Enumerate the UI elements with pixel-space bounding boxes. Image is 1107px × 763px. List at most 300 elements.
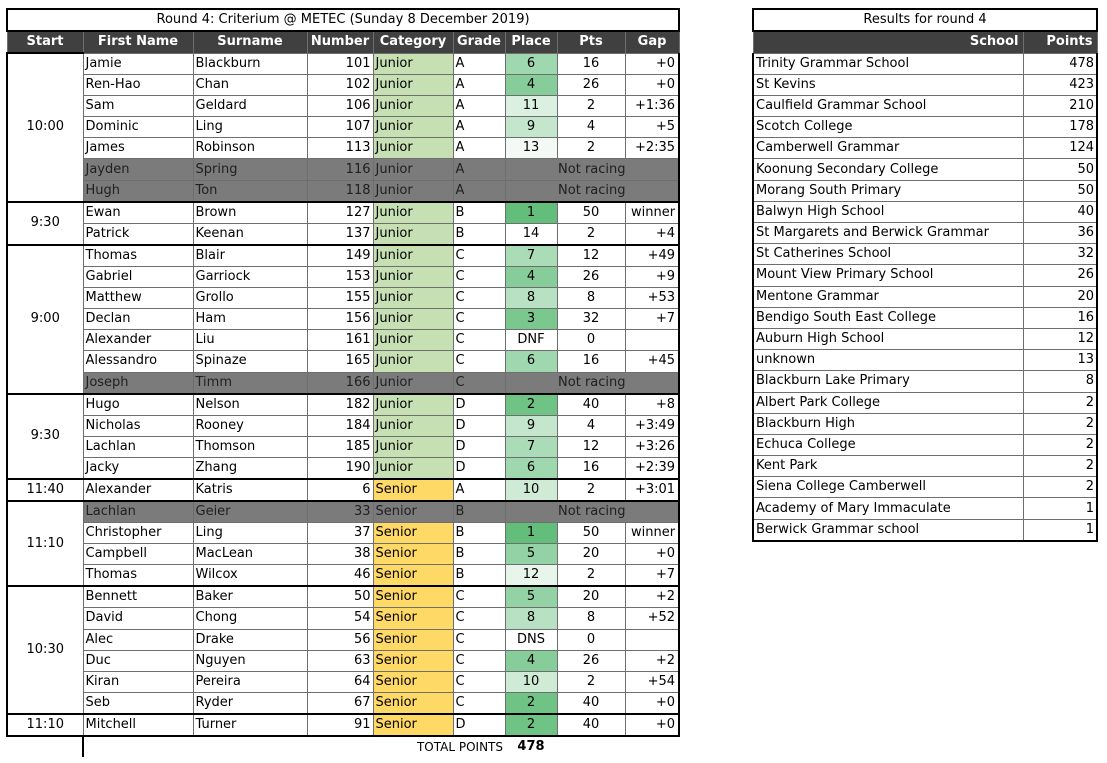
rider-row — [7, 351, 679, 372]
gap: winner — [625, 522, 679, 543]
rider-row — [7, 372, 679, 394]
surname: Ham — [193, 309, 307, 330]
grade: C — [453, 372, 505, 394]
rider-row — [7, 245, 679, 267]
place: 9 — [505, 117, 557, 138]
points: 50 — [557, 522, 625, 543]
school-row — [753, 138, 1097, 159]
gap — [625, 629, 679, 650]
col-category: Category — [373, 31, 453, 53]
school-row — [753, 53, 1097, 74]
col-grade: Grade — [453, 31, 505, 53]
gap: +45 — [625, 351, 679, 372]
rider-number: 118 — [307, 180, 373, 202]
first-name: Lachlan — [83, 501, 193, 523]
race-body — [7, 53, 679, 736]
school-points: 36 — [1023, 223, 1097, 244]
grade: A — [453, 74, 505, 95]
category-badge: Junior — [373, 330, 453, 351]
surname: Blackburn — [193, 53, 307, 74]
grade: A — [453, 117, 505, 138]
category-badge: Junior — [373, 415, 453, 436]
school-name: Balwyn High School — [753, 201, 1023, 222]
school-name: Berwick Grammar school — [753, 519, 1023, 541]
first-name: Campbell — [83, 544, 193, 565]
rider-row — [7, 650, 679, 671]
place: 8 — [505, 287, 557, 308]
school-points: 2 — [1023, 392, 1097, 413]
surname: Wilcox — [193, 565, 307, 587]
rider-row — [7, 608, 679, 629]
school-name: Blackburn High — [753, 413, 1023, 434]
points: 4 — [557, 415, 625, 436]
rider-row — [7, 330, 679, 351]
rider-row — [7, 287, 679, 308]
grade: C — [453, 629, 505, 650]
first-name: Bennett — [83, 586, 193, 608]
gap: +2:39 — [625, 457, 679, 479]
gap: +0 — [625, 714, 679, 736]
category-badge: Junior — [373, 351, 453, 372]
surname: Timm — [193, 372, 307, 394]
school-points: 2 — [1023, 434, 1097, 455]
first-name: Ren-Hao — [83, 74, 193, 95]
start-time: 11:10 — [7, 501, 83, 586]
school-row — [753, 74, 1097, 95]
first-name: Duc — [83, 650, 193, 671]
school-name: Camberwell Grammar — [753, 138, 1023, 159]
first-name: Gabriel — [83, 266, 193, 287]
category-badge: Junior — [373, 53, 453, 74]
total-value: 478 — [517, 739, 545, 755]
school-points: 478 — [1023, 53, 1097, 74]
school-row — [753, 265, 1097, 286]
grade: B — [453, 565, 505, 587]
school-name: Albert Park College — [753, 392, 1023, 413]
first-name: Alec — [83, 629, 193, 650]
place: 11 — [505, 95, 557, 116]
points: 2 — [557, 565, 625, 587]
surname: Ling — [193, 522, 307, 543]
place: 3 — [505, 309, 557, 330]
school-row — [753, 159, 1097, 180]
gap: winner — [625, 202, 679, 224]
grade: A — [453, 95, 505, 116]
place: 2 — [505, 693, 557, 715]
school-name: Trinity Grammar School — [753, 53, 1023, 74]
first-name: James — [83, 138, 193, 159]
surname: Rooney — [193, 415, 307, 436]
school-name: Caulfield Grammar School — [753, 95, 1023, 116]
first-name: Thomas — [83, 565, 193, 587]
gap: +7 — [625, 309, 679, 330]
school-row — [753, 392, 1097, 413]
rider-number: 185 — [307, 436, 373, 457]
surname: Pereira — [193, 671, 307, 692]
place: 7 — [505, 436, 557, 457]
place: 6 — [505, 351, 557, 372]
rider-row — [7, 457, 679, 479]
category-badge: Senior — [373, 544, 453, 565]
gap: +3:26 — [625, 436, 679, 457]
gap: +8 — [625, 394, 679, 416]
first-name: Alexander — [83, 479, 193, 501]
rider-row — [7, 479, 679, 501]
school-points: 2 — [1023, 413, 1097, 434]
school-row — [753, 223, 1097, 244]
category-badge: Junior — [373, 138, 453, 159]
school-name: Scotch College — [753, 117, 1023, 138]
rider-row — [7, 544, 679, 565]
points: 12 — [557, 245, 625, 267]
rider-row — [7, 415, 679, 436]
total-label: TOTAL POINTS — [83, 736, 505, 757]
gap: +1:36 — [625, 95, 679, 116]
surname: Turner — [193, 714, 307, 736]
rider-row — [7, 53, 679, 74]
grade: C — [453, 309, 505, 330]
col-place: Place — [505, 31, 557, 53]
points: 26 — [557, 266, 625, 287]
points: 2 — [557, 223, 625, 245]
first-name: Seb — [83, 693, 193, 715]
school-results-title: Results for round 4 — [753, 9, 1097, 31]
school-points: 16 — [1023, 307, 1097, 328]
school-points: 124 — [1023, 138, 1097, 159]
school-row — [753, 371, 1097, 392]
points: 16 — [557, 457, 625, 479]
grade: B — [453, 544, 505, 565]
first-name: Dominic — [83, 117, 193, 138]
rider-row — [7, 671, 679, 692]
grade: A — [453, 159, 505, 180]
surname: Nelson — [193, 394, 307, 416]
category-badge: Junior — [373, 117, 453, 138]
category-badge: Junior — [373, 394, 453, 416]
gap: +54 — [625, 671, 679, 692]
place: 8 — [505, 608, 557, 629]
rider-number: 38 — [307, 544, 373, 565]
rider-row — [7, 501, 679, 523]
points: 50 — [557, 202, 625, 224]
place: 1 — [505, 522, 557, 543]
category-badge: Senior — [373, 608, 453, 629]
surname: Spinaze — [193, 351, 307, 372]
place: 2 — [505, 714, 557, 736]
points: 40 — [557, 714, 625, 736]
surname: Brown — [193, 202, 307, 224]
surname: Ryder — [193, 693, 307, 715]
surname: Blair — [193, 245, 307, 267]
points: 8 — [557, 608, 625, 629]
school-row — [753, 434, 1097, 455]
rider-number: 33 — [307, 501, 373, 523]
first-name: David — [83, 608, 193, 629]
first-name: Sam — [83, 95, 193, 116]
school-row — [753, 350, 1097, 371]
place: 4 — [505, 74, 557, 95]
rider-number: 67 — [307, 693, 373, 715]
school-name: Blackburn Lake Primary — [753, 371, 1023, 392]
school-points: 178 — [1023, 117, 1097, 138]
category-badge: Senior — [373, 479, 453, 501]
gap: +0 — [625, 53, 679, 74]
school-body — [753, 53, 1097, 541]
grade: C — [453, 351, 505, 372]
place: 2 — [505, 394, 557, 416]
first-name: Kiran — [83, 671, 193, 692]
school-row — [753, 244, 1097, 265]
first-name: Mitchell — [83, 714, 193, 736]
points: 20 — [557, 586, 625, 608]
first-name: Christopher — [83, 522, 193, 543]
rider-number: 155 — [307, 287, 373, 308]
place: 10 — [505, 671, 557, 692]
category-badge: Junior — [373, 223, 453, 245]
points: 16 — [557, 351, 625, 372]
status-not-racing: Not racing — [505, 180, 679, 202]
school-name: St Catherines School — [753, 244, 1023, 265]
grade: C — [453, 671, 505, 692]
school-name: Echuca College — [753, 434, 1023, 455]
school-name: Koonung Secondary College — [753, 159, 1023, 180]
grade: B — [453, 501, 505, 523]
rider-number: 116 — [307, 159, 373, 180]
grade: A — [453, 53, 505, 74]
first-name: Nicholas — [83, 415, 193, 436]
points: 20 — [557, 544, 625, 565]
category-badge: Junior — [373, 436, 453, 457]
school-points: 40 — [1023, 201, 1097, 222]
rider-number: 166 — [307, 372, 373, 394]
school-name: Auburn High School — [753, 328, 1023, 349]
school-points: 2 — [1023, 456, 1097, 477]
points: 40 — [557, 693, 625, 715]
school-points: 2 — [1023, 477, 1097, 498]
race-header-row — [7, 31, 679, 53]
grade: D — [453, 436, 505, 457]
race-results-table — [6, 8, 680, 757]
start-time: 10:30 — [7, 586, 83, 714]
rider-number: 56 — [307, 629, 373, 650]
grade: D — [453, 394, 505, 416]
surname: Garriock — [193, 266, 307, 287]
rider-row — [7, 95, 679, 116]
place: 4 — [505, 266, 557, 287]
school-points: 32 — [1023, 244, 1097, 265]
school-name: Bendigo South East College — [753, 307, 1023, 328]
school-points: 1 — [1023, 498, 1097, 519]
surname: Katris — [193, 479, 307, 501]
rider-row — [7, 693, 679, 715]
grade: C — [453, 608, 505, 629]
first-name: Jamie — [83, 53, 193, 74]
points: 2 — [557, 138, 625, 159]
category-badge: Senior — [373, 586, 453, 608]
school-name: St Kevins — [753, 74, 1023, 95]
school-row — [753, 413, 1097, 434]
rider-number: 6 — [307, 479, 373, 501]
school-points: 12 — [1023, 328, 1097, 349]
school-name: Siena College Camberwell — [753, 477, 1023, 498]
rider-row — [7, 629, 679, 650]
rider-row — [7, 223, 679, 245]
rider-row — [7, 309, 679, 330]
category-badge: Junior — [373, 287, 453, 308]
col-points: Points — [1023, 31, 1097, 53]
school-points: 20 — [1023, 286, 1097, 307]
rider-number: 161 — [307, 330, 373, 351]
surname: Thomson — [193, 436, 307, 457]
rider-number: 91 — [307, 714, 373, 736]
first-name: Hugh — [83, 180, 193, 202]
rider-row — [7, 117, 679, 138]
grade: C — [453, 287, 505, 308]
category-badge: Junior — [373, 245, 453, 267]
grade: C — [453, 245, 505, 267]
points: 8 — [557, 287, 625, 308]
status-not-racing: Not racing — [505, 501, 679, 523]
grade: A — [453, 180, 505, 202]
grade: D — [453, 415, 505, 436]
start-time: 11:40 — [7, 479, 83, 501]
grade: A — [453, 138, 505, 159]
surname: Chan — [193, 74, 307, 95]
rider-number: 63 — [307, 650, 373, 671]
rider-number: 101 — [307, 53, 373, 74]
category-badge: Junior — [373, 372, 453, 394]
gap: +49 — [625, 245, 679, 267]
col-number: Number — [307, 31, 373, 53]
category-badge: Junior — [373, 457, 453, 479]
gap: +5 — [625, 117, 679, 138]
status-not-racing: Not racing — [505, 159, 679, 180]
school-row — [753, 201, 1097, 222]
school-name: Mentone Grammar — [753, 286, 1023, 307]
first-name: Lachlan — [83, 436, 193, 457]
col-surname: Surname — [193, 31, 307, 53]
first-name: Declan — [83, 309, 193, 330]
rider-number: 184 — [307, 415, 373, 436]
rider-number: 182 — [307, 394, 373, 416]
points: 26 — [557, 650, 625, 671]
school-points: 210 — [1023, 95, 1097, 116]
rider-number: 54 — [307, 608, 373, 629]
rider-number: 165 — [307, 351, 373, 372]
category-badge: Senior — [373, 629, 453, 650]
race-title: Round 4: Criterium @ METEC (Sunday 8 December 2019) — [7, 9, 679, 31]
surname: Robinson — [193, 138, 307, 159]
surname: Nguyen — [193, 650, 307, 671]
surname: Zhang — [193, 457, 307, 479]
first-name: Jacky — [83, 457, 193, 479]
category-badge: Senior — [373, 671, 453, 692]
rider-row — [7, 202, 679, 224]
points: 2 — [557, 95, 625, 116]
gap — [625, 330, 679, 351]
category-badge: Senior — [373, 565, 453, 587]
rider-number: 113 — [307, 138, 373, 159]
surname: Liu — [193, 330, 307, 351]
surname: Chong — [193, 608, 307, 629]
rider-number: 149 — [307, 245, 373, 267]
rider-number: 190 — [307, 457, 373, 479]
place: 4 — [505, 650, 557, 671]
rider-row — [7, 180, 679, 202]
rider-row — [7, 266, 679, 287]
school-points: 26 — [1023, 265, 1097, 286]
school-row — [753, 95, 1097, 116]
grade: C — [453, 586, 505, 608]
surname: Spring — [193, 159, 307, 180]
gap: +2 — [625, 650, 679, 671]
school-row — [753, 498, 1097, 519]
category-badge: Junior — [373, 74, 453, 95]
rider-number: 46 — [307, 565, 373, 587]
school-results-table — [752, 8, 1098, 542]
surname: Keenan — [193, 223, 307, 245]
school-name: Kent Park — [753, 456, 1023, 477]
rider-number: 64 — [307, 671, 373, 692]
col-school: School — [753, 31, 1023, 53]
status-not-racing: Not racing — [505, 372, 679, 394]
school-points: 8 — [1023, 371, 1097, 392]
rider-row — [7, 436, 679, 457]
start-time: 9:30 — [7, 394, 83, 479]
place: 7 — [505, 245, 557, 267]
start-time: 9:30 — [7, 202, 83, 245]
rider-row — [7, 138, 679, 159]
school-row — [753, 286, 1097, 307]
rider-row — [7, 586, 679, 608]
place: 6 — [505, 457, 557, 479]
gap: +3:01 — [625, 479, 679, 501]
rider-number: 107 — [307, 117, 373, 138]
start-time: 10:00 — [7, 53, 83, 202]
school-row — [753, 328, 1097, 349]
rider-row — [7, 565, 679, 587]
start-time: 9:00 — [7, 245, 83, 394]
place: DNS — [505, 629, 557, 650]
place: 14 — [505, 223, 557, 245]
school-name: unknown — [753, 350, 1023, 371]
school-name: Morang South Primary — [753, 180, 1023, 201]
gap: +4 — [625, 223, 679, 245]
surname: Baker — [193, 586, 307, 608]
surname: Ling — [193, 117, 307, 138]
first-name: Matthew — [83, 287, 193, 308]
gap: +53 — [625, 287, 679, 308]
grade: D — [453, 457, 505, 479]
first-name: Ewan — [83, 202, 193, 224]
first-name: Joseph — [83, 372, 193, 394]
grade: C — [453, 693, 505, 715]
points: 2 — [557, 479, 625, 501]
first-name: Alessandro — [83, 351, 193, 372]
school-name: Mount View Primary School — [753, 265, 1023, 286]
school-points: 50 — [1023, 159, 1097, 180]
school-name: St Margarets and Berwick Grammar — [753, 223, 1023, 244]
points: 4 — [557, 117, 625, 138]
category-badge: Junior — [373, 202, 453, 224]
grade: C — [453, 650, 505, 671]
gap: +9 — [625, 266, 679, 287]
grade: C — [453, 266, 505, 287]
points: 2 — [557, 671, 625, 692]
grade: B — [453, 202, 505, 224]
category-badge: Senior — [373, 501, 453, 523]
rider-row — [7, 522, 679, 543]
